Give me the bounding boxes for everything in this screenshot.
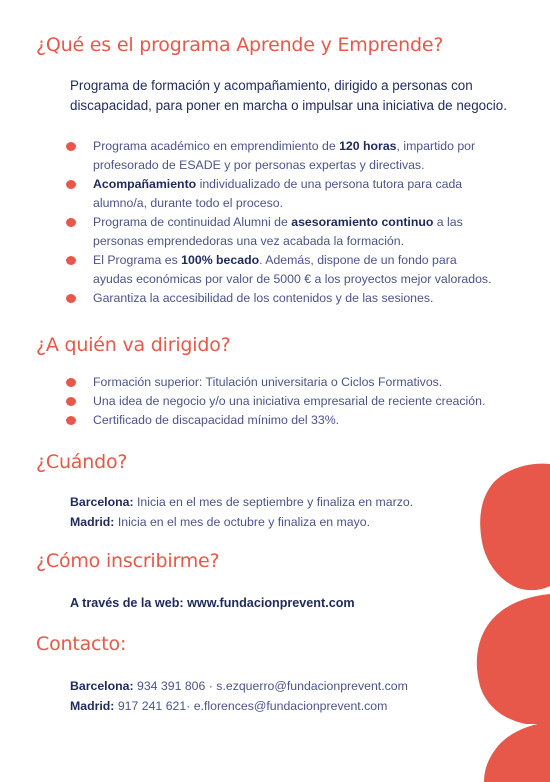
bullet-dot-icon — [66, 256, 76, 265]
list-item: Acompañamiento individualizado de una persona tutora para cada alumno/a, durante todo el proceso. — [66, 175, 496, 213]
list-item: Formación superior: Titulación universitaria o Ciclos Formativos. — [66, 373, 496, 392]
intro-paragraph: Programa de formación y acompañamiento, dirigido a personas con discapacidad, para poner en marcha o impulsar una iniciativa de negocio. — [70, 78, 507, 113]
list-item: El Programa es 100% becado. Además, dispone de un fondo para ayudas económicas por valor de 5000 € a los proyectos mejor valorados. — [66, 251, 496, 289]
list-item: Una idea de negocio y/o una iniciativa empresarial de reciente creación. — [66, 392, 496, 411]
section-title-a-quien: ¿A quién va dirigido? — [36, 334, 231, 356]
program-bullets — [66, 137, 496, 308]
registration-web-link[interactable]: A través de la web: www.fundacionprevent.com — [70, 596, 355, 610]
decorative-blob-top — [478, 462, 550, 592]
contact-barcelona: Barcelona: 934 391 806 · s.ezquerro@fundacionprevent.com — [70, 679, 408, 693]
list-item: Certificado de discapacidad mínimo del 33%. — [66, 411, 496, 430]
bullet-dot-icon — [66, 218, 76, 227]
section-title-inscribirme: ¿Cómo inscribirme? — [36, 550, 220, 572]
bullet-dot-icon — [66, 142, 76, 151]
section-title-que-es: ¿Qué es el programa Aprende y Emprende? — [36, 34, 444, 56]
bullet-dot-icon — [66, 294, 76, 303]
schedule-barcelona: Barcelona: Inicia en el mes de septiembre y finaliza en marzo. — [70, 495, 414, 509]
decorative-blob-middle — [474, 594, 550, 724]
bullet-dot-icon — [66, 378, 76, 387]
bullet-dot-icon — [66, 397, 76, 406]
list-item: Programa de continuidad Alumni de asesoramiento continuo a las personas emprendedoras una vez acabada la formación. — [66, 213, 496, 251]
decorative-blob-bottom — [478, 722, 550, 782]
bullet-dot-icon — [66, 416, 76, 425]
section-title-contacto: Contacto: — [36, 633, 127, 655]
audience-bullets — [66, 373, 496, 430]
section-title-cuando: ¿Cuándo? — [36, 451, 128, 473]
bullet-dot-icon — [66, 180, 76, 189]
contact-madrid: Madrid: 917 241 621· e.florences@fundacionprevent.com — [70, 699, 388, 713]
list-item: Garantiza la accesibilidad de los contenidos y de las sesiones. — [66, 289, 496, 308]
schedule-madrid: Madrid: Inicia en el mes de octubre y finaliza en mayo. — [70, 515, 371, 529]
list-item: Programa académico en emprendimiento de 120 horas, impartido por profesorado de ESADE y por personas expertas y directivas. — [66, 137, 496, 175]
